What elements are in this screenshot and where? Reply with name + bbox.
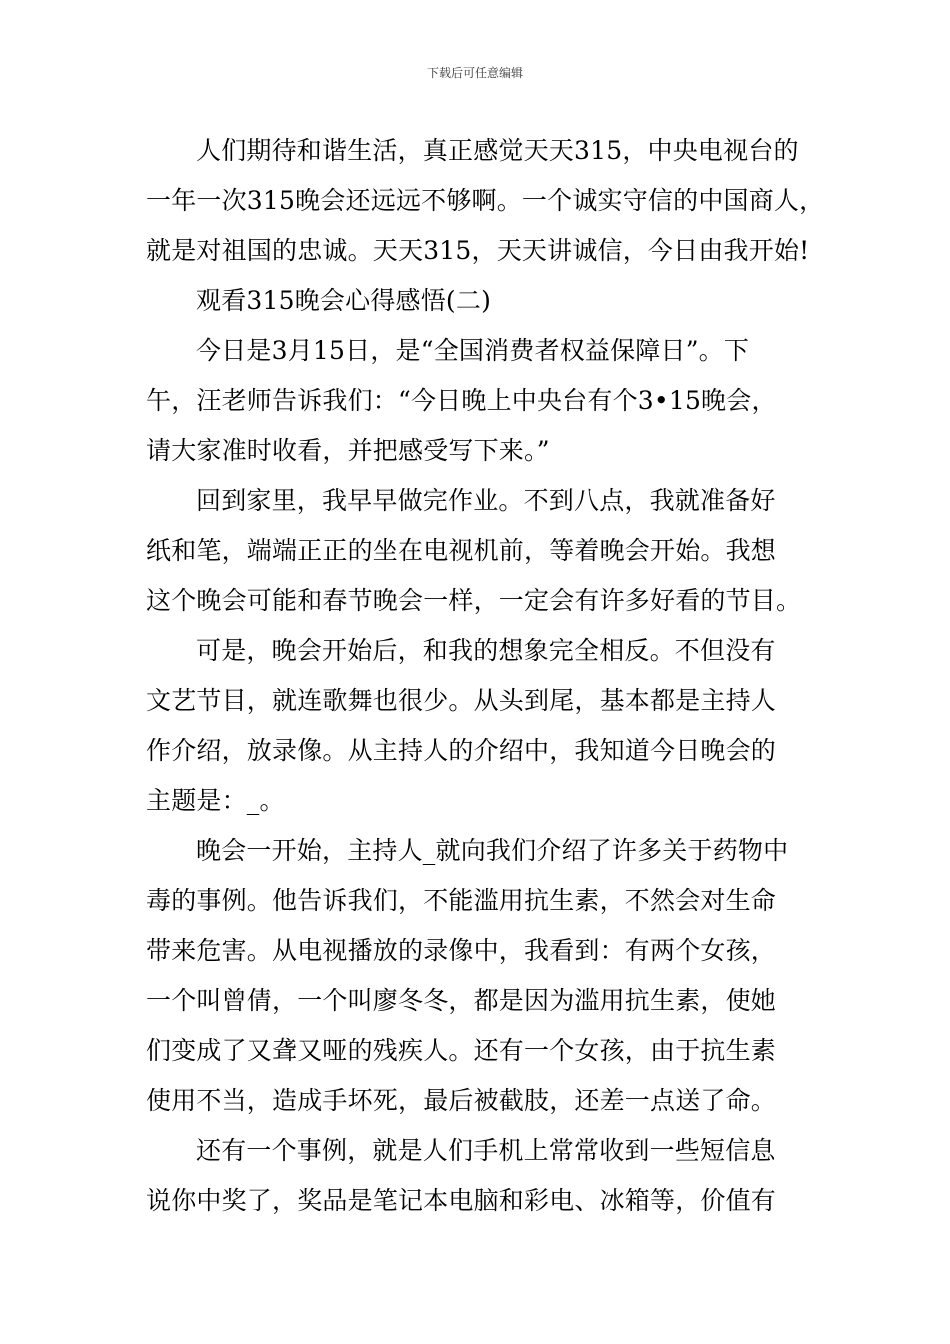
paragraph: [146, 126, 825, 276]
text-line: 说你中奖了，奖品是笔记本电脑和彩电、冰箱等，价值有: [146, 1186, 777, 1215]
text-line: 带来危害。从电视播放的录像中，我看到：有两个女孩，: [146, 936, 777, 965]
text-line: 这个晚会可能和春节晚会一样，一定会有许多好看的节目。: [146, 586, 802, 615]
paragraph: [146, 826, 811, 1126]
text-line: 主题是：_。: [146, 786, 285, 815]
text-line: 今日是3月15日，是“全国消费者权益保障日”。下: [196, 336, 750, 365]
text-line: 纸和笔，端端正正的坐在电视机前，等着晚会开始。我想: [146, 536, 777, 565]
paragraph: [146, 326, 811, 476]
text-line: 使用不当，造成手坏死，最后被截肢，还差一点送了命。: [146, 1086, 777, 1115]
paragraph: [146, 276, 811, 326]
page-header: 下载后可任意编辑: [426, 66, 523, 80]
paragraph: [146, 626, 811, 826]
document-body: [146, 126, 825, 1226]
text-line: 观看315晚会心得感悟(二): [196, 286, 492, 315]
text-line: 作介绍，放录像。从主持人的介绍中，我知道今日晚会的: [146, 736, 777, 765]
text-line: 回到家里，我早早做完作业。不到八点，我就准备好: [196, 486, 776, 515]
text-line: 人们期待和谐生活，真正感觉天天315，中央电视台的: [196, 136, 799, 165]
paragraph: [146, 476, 811, 626]
paragraph: [146, 1126, 811, 1226]
text-line: 还有一个事例，就是人们手机上常常收到一些短信息: [196, 1136, 776, 1165]
text-line: 晚会一开始，主持人_就向我们介绍了许多关于药物中: [196, 836, 789, 865]
text-line: 毒的事例。他告诉我们，不能滥用抗生素，不然会对生命: [146, 886, 777, 915]
text-line: 文艺节目，就连歌舞也很少。从头到尾，基本都是主持人: [146, 686, 777, 715]
text-line: 可是，晚会开始后，和我的想象完全相反。不但没有: [196, 636, 776, 665]
text-line: 们变成了又聋又哑的残疾人。还有一个女孩，由于抗生素: [146, 1036, 777, 1065]
text-line: 请大家准时收看，并把感受写下来。”: [146, 436, 550, 465]
text-line: 一个叫曾倩，一个叫廖冬冬，都是因为滥用抗生素，使她: [146, 986, 777, 1015]
text-line: 午，汪老师告诉我们：“今日晚上中央台有个3•15晚会，: [146, 386, 777, 415]
text-line: 一年一次315晚会还远远不够啊。一个诚实守信的中国商人，: [146, 186, 825, 215]
text-line: 就是对祖国的忠诚。天天315，天天讲诚信，今日由我开始!: [146, 236, 810, 265]
